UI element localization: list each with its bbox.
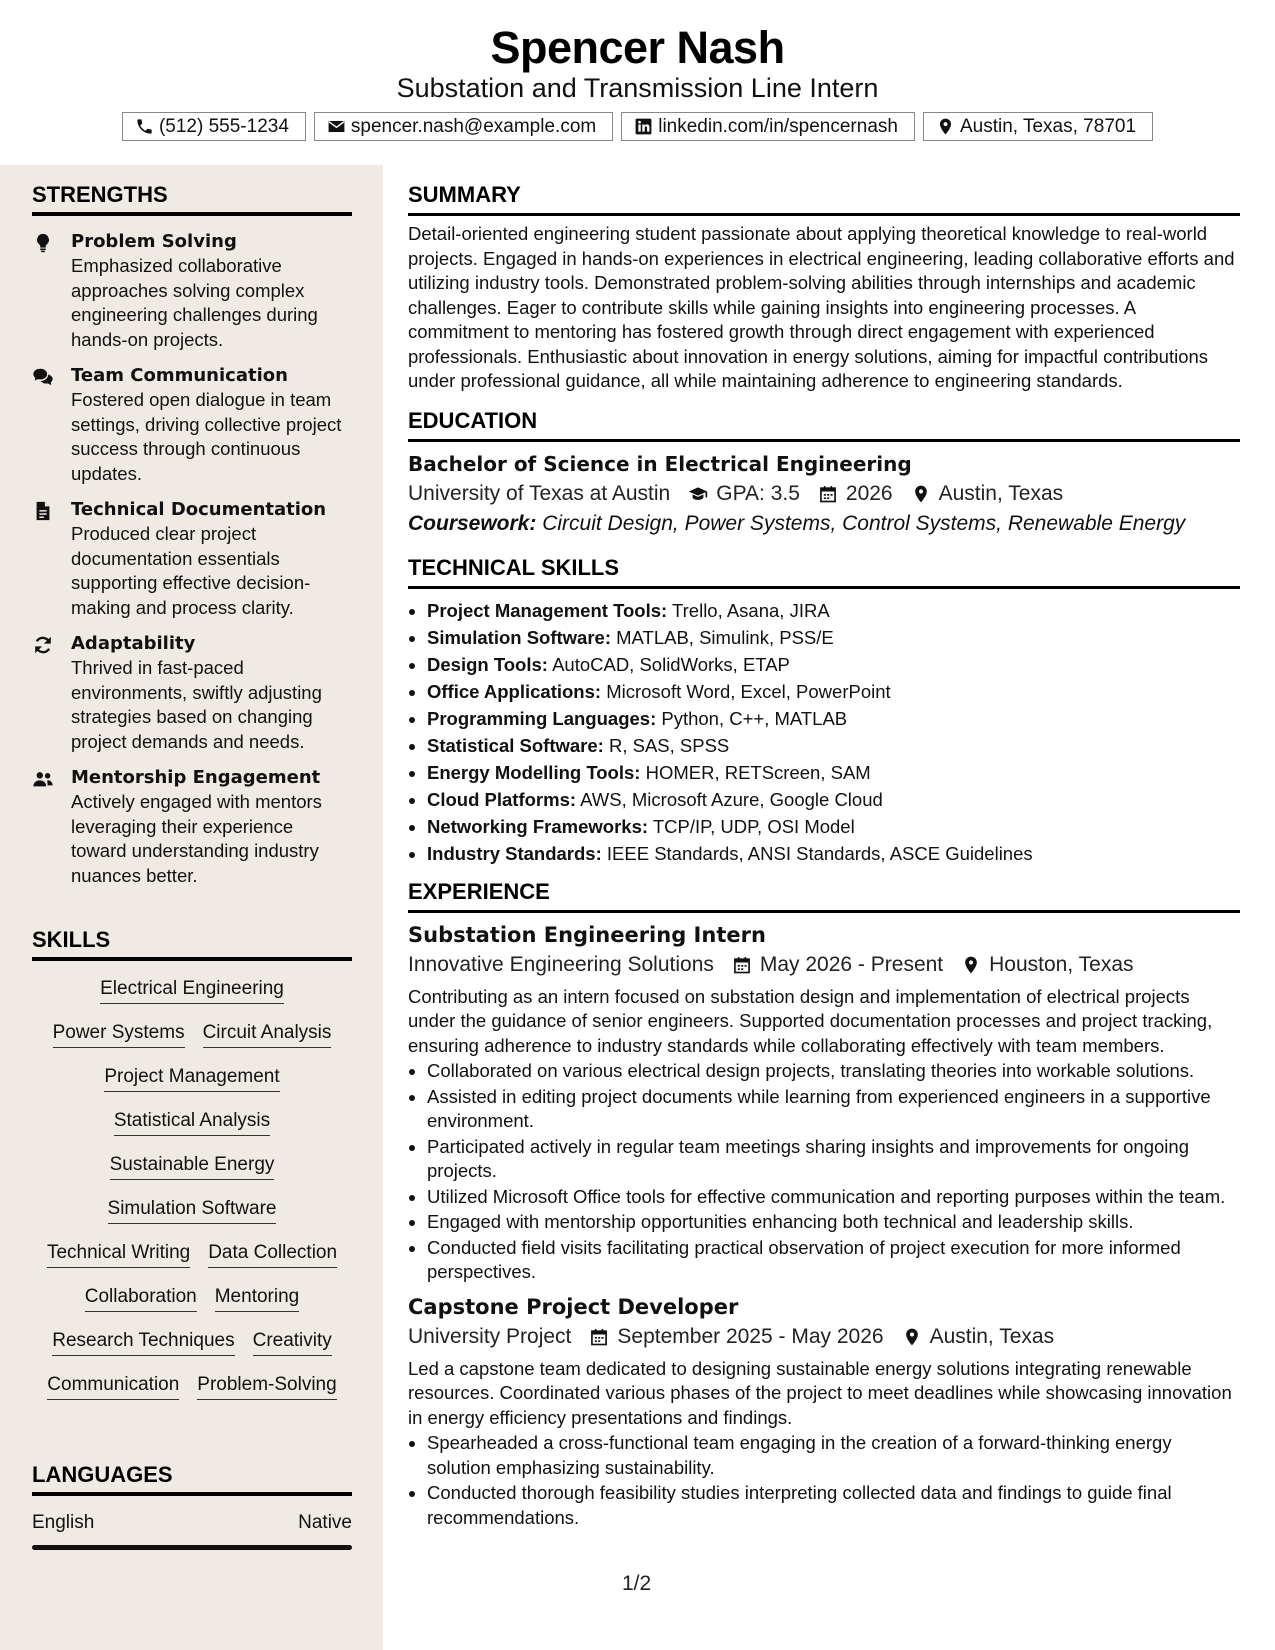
skill-tag: Circuit Analysis [203, 1020, 332, 1048]
envelope-icon [327, 117, 346, 136]
degree-title: Bachelor of Science in Electrical Engineering [408, 451, 912, 476]
skill-tag: Collaboration [85, 1284, 197, 1312]
strength-desc: Thrived in fast-paced environments, swiftly adjusting strategies based on changing project demands and needs. [71, 657, 322, 752]
skill-tag: Mentoring [215, 1284, 300, 1312]
strength-item [32, 632, 352, 754]
contact-location-text: Austin, Texas, 78701 [959, 115, 1137, 137]
job-bullets [408, 1431, 1240, 1530]
job-entry [408, 1295, 1240, 1531]
tech-skill-item [427, 786, 1240, 813]
contact-bar [0, 112, 1275, 141]
strengths-heading: STRENGTHS [32, 182, 352, 216]
strength-title: Technical Documentation [71, 499, 327, 520]
tech-skill-label: Energy Modelling Tools: [427, 761, 641, 783]
strength-item [32, 498, 352, 620]
strength-desc: Actively engaged with mentors leveraging their experience toward understanding industry nuances better. [71, 791, 322, 886]
tech-skill-label: Programming Languages: [427, 707, 657, 729]
users-icon [32, 768, 54, 790]
contact-location [923, 112, 1153, 141]
tech-skill-label: Office Applications: [427, 680, 602, 702]
job-bullet: • Engaged with mentorship opportunities enhancing both technical and leadership skills. [427, 1210, 1240, 1235]
technical-skills-section [408, 555, 1240, 867]
tech-skill-value: IEEE Standards, ANSI Standards, ASCE Guidelines [606, 842, 1033, 864]
job-meta [408, 953, 1240, 977]
skill-tag: Technical Writing [47, 1240, 190, 1268]
tech-skill-label: Industry Standards: [427, 842, 602, 864]
school-name: University of Texas at Austin [408, 481, 671, 505]
skills-heading: SKILLS [32, 927, 352, 961]
chat-bubbles-icon [32, 366, 54, 388]
skill-tag: Power Systems [53, 1020, 185, 1048]
tech-skill-value: AutoCAD, SolidWorks, ETAP [552, 653, 790, 675]
tech-skill-value: TCP/IP, UDP, OSI Model [652, 815, 855, 837]
summary-text: Detail-oriented engineering student passionate about applying theoretical knowledge to real-world projects. Engaged in hands-on experiences in electrical engineering, leading collaborative efforts and utilizing industry tools. Demonstrated problem-solving abilities through internships and academic challenges. Eager to contribute skills while gaining insights into engineering processes. A commitment to mentoring has fostered growth through direct engagement with experienced professionals. Enthusiastic about innovation in energy solutions, aiming for impactful contributions under professional guidance, all while maintaining adherence to engineering standards. [408, 223, 1235, 391]
strengths-section [32, 182, 352, 888]
job-description: Led a capstone team dedicated to designing sustainable energy solutions integrating renewable resources. Coordinated various phases of the project to meet deadlines while showcasing innovation in energy efficiency presentations and findings. [408, 1357, 1232, 1428]
calendar-icon [818, 484, 838, 504]
education-meta [408, 482, 1240, 506]
language-proficiency-bar [32, 1545, 352, 1550]
strength-title: Problem Solving [71, 231, 237, 252]
job-dates: May 2026 - Present [759, 952, 944, 976]
technical-skills-list [408, 597, 1240, 867]
tech-skill-label: Design Tools: [427, 653, 548, 675]
education-heading: EDUCATION [408, 408, 1240, 442]
skill-tag: Problem-Solving [197, 1372, 336, 1400]
languages-section [32, 1462, 352, 1550]
skill-tag: Research Techniques [52, 1328, 234, 1356]
tech-skill-item [427, 678, 1240, 705]
tech-skill-label: Simulation Software: [427, 626, 611, 648]
tech-skill-label: Project Management Tools: [427, 599, 668, 621]
page-number: 1/2 [622, 1572, 652, 1595]
tech-skill-item [427, 840, 1240, 867]
languages-heading: LANGUAGES [32, 1462, 352, 1496]
sidebar [0, 165, 383, 1650]
strength-item [32, 230, 352, 352]
technical-skills-heading: TECHNICAL SKILLS [408, 555, 1240, 589]
job-bullet: • Assisted in editing project documents while learning from experienced engineers in a supportive environment. [427, 1085, 1240, 1134]
tech-skill-value: Python, C++, MATLAB [661, 707, 848, 729]
tech-skill-item [427, 705, 1240, 732]
tech-skill-label: Statistical Software: [427, 734, 604, 756]
job-entry [408, 923, 1240, 1285]
skill-tag: Data Collection [208, 1240, 337, 1268]
calendar-icon [732, 955, 752, 975]
map-pin-icon [936, 117, 955, 136]
experience-section [408, 879, 1240, 1531]
strength-item [32, 364, 352, 486]
document-icon [32, 500, 54, 522]
tech-skill-item [427, 624, 1240, 651]
job-dates: September 2025 - May 2026 [617, 1324, 884, 1348]
job-bullet: • Participated actively in regular team meetings sharing insights and improvements for ongoing projects. [427, 1135, 1240, 1184]
phone-icon [135, 117, 154, 136]
map-pin-icon [902, 1327, 922, 1347]
contact-phone-text: (512) 555-1234 [158, 115, 289, 137]
skill-tag: Creativity [253, 1328, 332, 1356]
education-section [408, 408, 1240, 536]
strength-desc: Produced clear project documentation essentials supporting effective decision-making and process clarity. [71, 523, 311, 618]
tech-skill-item [427, 813, 1240, 840]
summary-heading: SUMMARY [408, 182, 1240, 216]
tech-skill-value: HOMER, RETScreen, SAM [645, 761, 871, 783]
job-bullet: • Utilized Microsoft Office tools for effective communication and reporting purposes within the team. [427, 1185, 1240, 1210]
school-location: Austin, Texas [938, 481, 1064, 505]
skill-tag: Project Management [104, 1064, 279, 1092]
company-name: University Project [408, 1324, 572, 1348]
tech-skill-value: Microsoft Word, Excel, PowerPoint [606, 680, 891, 702]
job-title: Substation Engineering Intern [408, 922, 766, 947]
tech-skill-label: Cloud Platforms: [427, 788, 577, 810]
skills-section [32, 927, 352, 1400]
job-bullet: • Collaborated on various electrical design projects, translating theories into workable solutions. [427, 1059, 1240, 1084]
map-pin-icon [911, 484, 931, 504]
gpa: GPA: 3.5 [716, 481, 800, 505]
strength-desc: Emphasized collaborative approaches solving complex engineering challenges during hands-on projects. [71, 255, 318, 350]
tech-skill-value: R, SAS, SPSS [608, 734, 730, 756]
tech-skill-item [427, 732, 1240, 759]
coursework-label: Coursework: [408, 511, 537, 535]
job-bullet: • Conducted field visits facilitating practical observation of project execution for more informed perspectives. [427, 1236, 1240, 1285]
job-bullets [408, 1059, 1240, 1285]
strength-item [32, 766, 352, 888]
graduation-cap-icon [688, 484, 708, 504]
candidate-title: Substation and Transmission Line Intern [396, 73, 879, 103]
skill-tag: Simulation Software [108, 1196, 277, 1224]
calendar-icon [589, 1327, 609, 1347]
job-bullet: • Conducted thorough feasibility studies interpreting collected data and findings to guide final recommendations. [427, 1481, 1240, 1530]
job-meta [408, 1325, 1240, 1349]
summary-section [408, 182, 1240, 394]
language-level: Native [298, 1512, 352, 1533]
language-row [32, 1512, 352, 1534]
job-bullet: • Spearheaded a cross-functional team engaging in the creation of a forward-thinking energy solution emphasizing sustainability. [427, 1431, 1240, 1480]
contact-email [314, 112, 613, 141]
contact-email-text: spencer.nash@example.com [350, 115, 597, 137]
contact-linkedin-text: linkedin.com/in/spencernash [658, 115, 898, 137]
refresh-icon [32, 634, 54, 656]
skill-tag: Statistical Analysis [114, 1108, 270, 1136]
coursework-list: Circuit Design, Power Systems, Control Systems, Renewable Energy [542, 511, 1186, 535]
strength-desc: Fostered open dialogue in team settings, driving collective project success through continuous updates. [71, 389, 342, 484]
tech-skill-value: AWS, Microsoft Azure, Google Cloud [580, 788, 883, 810]
tech-skill-value: MATLAB, Simulink, PSS/E [616, 626, 834, 648]
contact-phone [122, 112, 306, 141]
tech-skill-label: Networking Frameworks: [427, 815, 649, 837]
candidate-name: Spencer Nash [490, 22, 785, 73]
linkedin-icon [634, 117, 653, 136]
strength-title: Mentorship Engagement [71, 767, 321, 788]
job-description: Contributing as an intern focused on substation design and implementation of electrical projects under the guidance of senior engineers. Supported documentation processes and project tracking, ensuring adherence to industry standards while collaborating effectively with team members. [408, 985, 1213, 1056]
resume-header [0, 0, 1275, 165]
skill-tag: Sustainable Energy [110, 1152, 275, 1180]
coursework [408, 512, 1240, 536]
tech-skill-item [427, 759, 1240, 786]
tech-skill-item [427, 651, 1240, 678]
job-location: Austin, Texas [929, 1324, 1055, 1348]
skills-list [32, 976, 352, 1400]
map-pin-icon [961, 955, 981, 975]
strength-title: Adaptability [71, 633, 196, 654]
main-content [408, 165, 1240, 1530]
skill-tag: Communication [47, 1372, 179, 1400]
experience-heading: EXPERIENCE [408, 879, 1240, 913]
contact-linkedin [621, 112, 915, 141]
job-location: Houston, Texas [989, 952, 1134, 976]
tech-skill-item [427, 597, 1240, 624]
lightbulb-icon [32, 232, 54, 254]
language-name: English [32, 1512, 95, 1533]
strength-title: Team Communication [71, 365, 288, 386]
job-title: Capstone Project Developer [408, 1294, 739, 1319]
tech-skill-value: Trello, Asana, JIRA [672, 599, 830, 621]
company-name: Innovative Engineering Solutions [408, 952, 714, 976]
skill-tag: Electrical Engineering [100, 976, 284, 1004]
graduation-year: 2026 [845, 481, 893, 505]
